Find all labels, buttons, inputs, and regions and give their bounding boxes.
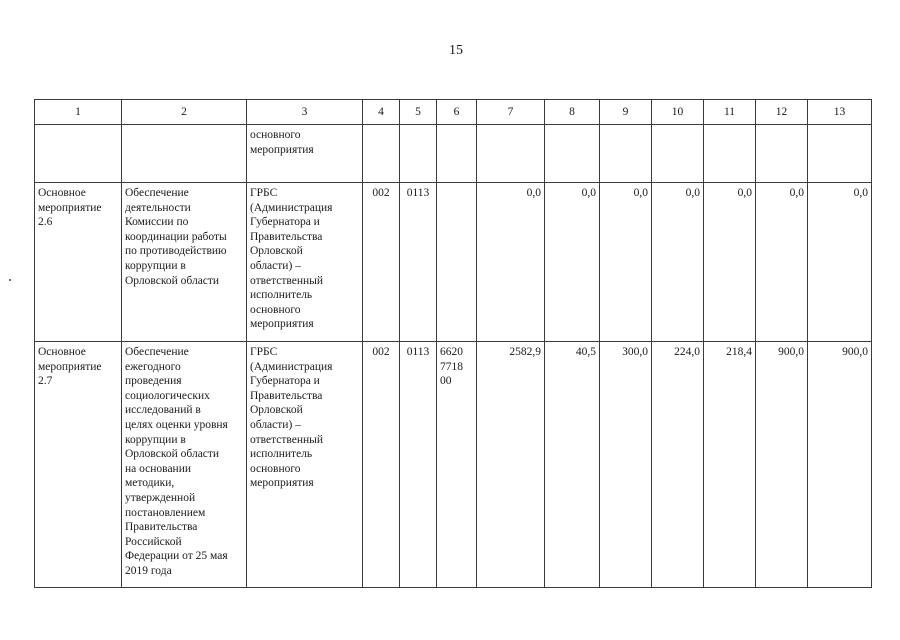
section-code-cell: 0113 — [400, 342, 437, 588]
table-row — [35, 342, 872, 588]
target-code-cell — [437, 183, 477, 342]
executor-cell: ГРБС (Администрация Губернатора и Правительства Орловской области) – ответственный исполнитель основного мероприятия — [247, 342, 363, 588]
column-number-row — [35, 100, 872, 125]
column-header: 7 — [477, 100, 545, 125]
amount-cell — [652, 125, 704, 183]
executor-cell: ГРБС (Администрация Губернатора и Правительства Орловской области) – ответственный исполнитель основного мероприятия — [247, 183, 363, 342]
scan-speck — [9, 279, 11, 281]
column-header: 8 — [545, 100, 600, 125]
activity-name-cell — [122, 125, 247, 183]
activity-name-cell: Обеспечение деятельности Комиссии по координации работы по противодействию коррупции в Орловской области — [122, 183, 247, 342]
amount-cell: 900,0 — [808, 342, 872, 588]
amount-cell — [477, 125, 545, 183]
target-code-cell: 6620 7718 00 — [437, 342, 477, 588]
activity-code-cell: Основное мероприятие 2.6 — [35, 183, 122, 342]
amount-cell: 0,0 — [756, 183, 808, 342]
amount-cell: 40,5 — [545, 342, 600, 588]
table-row — [35, 183, 872, 342]
table-row — [35, 125, 872, 183]
section-code-cell — [400, 125, 437, 183]
budget-table — [34, 99, 872, 588]
grbs-code-cell: 002 — [363, 183, 400, 342]
amount-cell: 0,0 — [652, 183, 704, 342]
column-header: 2 — [122, 100, 247, 125]
column-header: 3 — [247, 100, 363, 125]
page-number: 15 — [449, 43, 463, 58]
grbs-code-cell — [363, 125, 400, 183]
executor-cell: основного мероприятия — [247, 125, 363, 183]
amount-cell: 224,0 — [652, 342, 704, 588]
amount-cell: 900,0 — [756, 342, 808, 588]
column-header: 11 — [704, 100, 756, 125]
amount-cell — [756, 125, 808, 183]
activity-code-cell — [35, 125, 122, 183]
target-code-cell — [437, 125, 477, 183]
amount-cell — [600, 125, 652, 183]
column-header: 13 — [808, 100, 872, 125]
grbs-code-cell: 002 — [363, 342, 400, 588]
column-header: 1 — [35, 100, 122, 125]
activity-code-cell: Основное мероприятие 2.7 — [35, 342, 122, 588]
column-header: 5 — [400, 100, 437, 125]
section-code-cell: 0113 — [400, 183, 437, 342]
amount-cell: 0,0 — [808, 183, 872, 342]
amount-cell: 300,0 — [600, 342, 652, 588]
amount-cell — [704, 125, 756, 183]
column-header: 4 — [363, 100, 400, 125]
column-header: 9 — [600, 100, 652, 125]
amount-cell: 218,4 — [704, 342, 756, 588]
column-header: 12 — [756, 100, 808, 125]
amount-cell: 0,0 — [477, 183, 545, 342]
column-header: 6 — [437, 100, 477, 125]
amount-cell: 0,0 — [600, 183, 652, 342]
activity-name-cell: Обеспечение ежегодного проведения социологических исследований в целях оценки уровня коррупции в Орловской области на основании методики, утвержденной постановлением Правительства Российской Федерации от 25 мая 2019 года — [122, 342, 247, 588]
amount-cell: 0,0 — [704, 183, 756, 342]
amount-cell: 0,0 — [545, 183, 600, 342]
column-header: 10 — [652, 100, 704, 125]
amount-cell — [545, 125, 600, 183]
amount-cell: 2582,9 — [477, 342, 545, 588]
amount-cell — [808, 125, 872, 183]
